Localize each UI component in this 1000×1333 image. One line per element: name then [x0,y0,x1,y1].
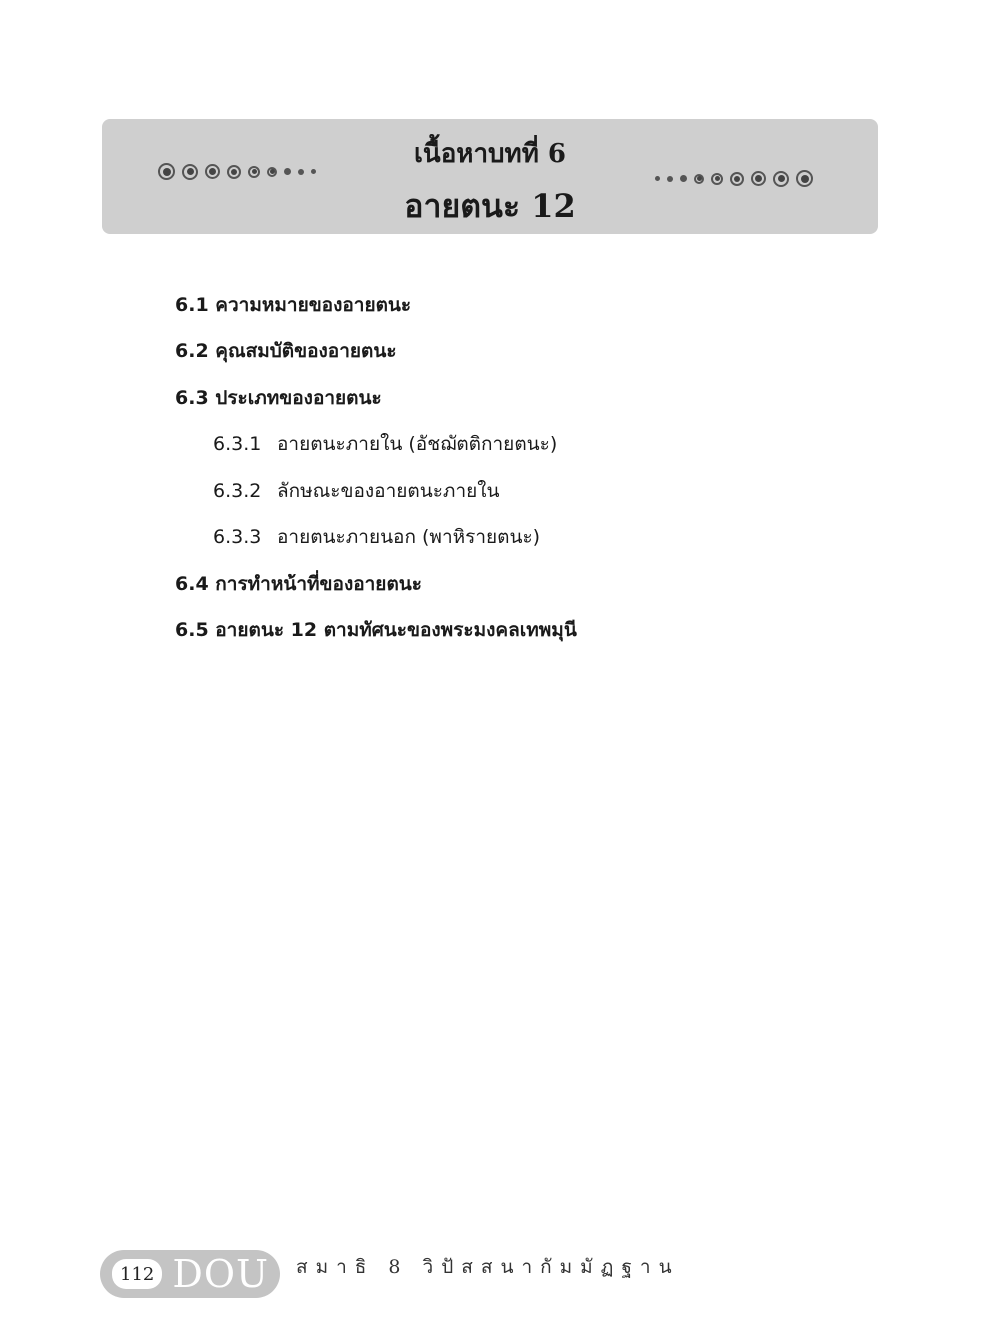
toc-subitem [213,522,540,552]
toc-item-text: 6.4 การทำหน้าที่ของอายตนะ [175,573,422,595]
toc-item [175,383,382,413]
decorative-dot-icon [796,170,813,187]
decorative-dot-icon [667,176,673,182]
decorative-dot-icon [730,172,744,186]
decorative-dot-icon [655,176,660,181]
decorative-dots-right [655,170,820,187]
toc-item-text: 6.1 ความหมายของอายตนะ [175,294,412,316]
toc-subitem-number: 6.3.1 [213,433,262,455]
toc-item-text: 6.5 อายตนะ 12 ตามทัศนะของพระมงคลเทพมุนี [175,619,577,641]
decorative-dot-icon [751,171,766,186]
toc-subitem-text: อายตนะภายใน (อัชฌัตติกายตนะ) [277,433,558,455]
toc-subitem [213,476,500,506]
toc-item [175,569,422,599]
toc-item [175,336,397,366]
toc-subitem-text: อายตนะภายนอก (พาหิรายตนะ) [277,526,541,548]
decorative-dot-icon [711,173,723,185]
page-number: 112 [112,1259,162,1289]
book-title: สมาธิ 8 วิปัสสนากัมมัฏฐาน [296,1256,680,1278]
toc-subitem-number: 6.3.3 [213,526,262,548]
toc-item-text: 6.3 ประเภทของอายตนะ [175,387,382,409]
chapter-label: เนื้อหาบทที่ 6 [414,139,566,169]
decorative-dot-icon [680,175,687,182]
dou-logo: DOU [172,1252,270,1296]
toc-subitem-text: ลักษณะของอายตนะภายใน [277,480,500,502]
decorative-dot-icon [694,174,704,184]
toc-item [175,615,577,645]
toc-subitem-number: 6.3.2 [213,480,262,502]
chapter-title: อายตนะ 12 [404,187,576,225]
chapter-header [102,119,878,234]
page-footer [100,1250,680,1298]
toc-subitem [213,429,557,459]
toc-item-text: 6.2 คุณสมบัติของอายตนะ [175,340,397,362]
footer-badge [100,1250,280,1298]
decorative-dot-icon [773,171,789,187]
toc-item [175,290,411,320]
